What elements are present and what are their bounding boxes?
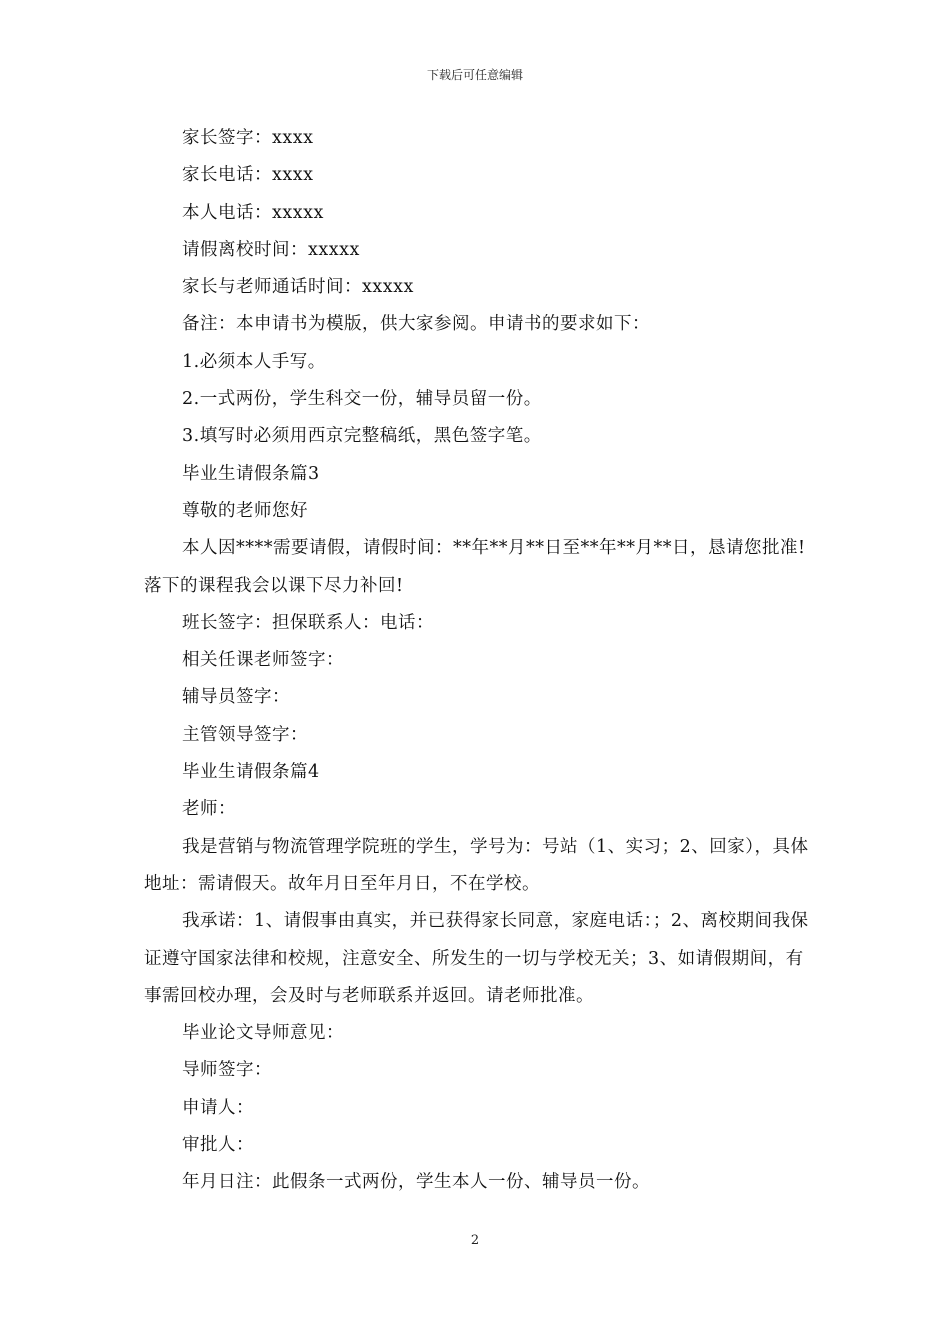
- paragraph-parent-signature: 家长签字：xxxx: [182, 128, 314, 148]
- paragraph-remarks: 备注：本申请书为模版，供大家参阅。申请书的要求如下：: [182, 314, 650, 335]
- paragraph-leave-time: 请假离校时间：xxxxx: [182, 239, 360, 260]
- paragraph-greeting: 尊敬的老师您好: [182, 500, 308, 521]
- paragraph-leader-signature: 主管领导签字：: [182, 724, 308, 745]
- paragraph-own-phone: 本人电话：xxxxx: [182, 202, 324, 223]
- paragraph-date-note: 年月日注：此假条一式两份，学生本人一份、辅导员一份。: [182, 1172, 650, 1193]
- paragraph-student-info: 我是营销与物流管理学院班的学生，学号为：号站（1、实习；2、回家），具体地址：需请假天。故年月日至年月日，不在学校。: [144, 836, 809, 894]
- paragraph-monitor-signature: 班长签字：担保联系人：电话：: [182, 612, 434, 633]
- paragraph-advisor-signature: 导师签字：: [182, 1060, 272, 1081]
- paragraph-leave-request: 本人因****需要请假，请假时间：**年**月**日至**年**月**日，恳请您批准!落下的课程我会以课下尽力补回!: [144, 538, 806, 596]
- paragraph-advisor-opinion: 毕业论文导师意见：: [182, 1023, 344, 1044]
- paragraph-promise: 我承诺：1、请假事由真实，并已获得家长同意，家庭电话：；2、离校期间我保证遵守国家法律和校规，注意安全、所发生的一切与学校无关；3、如请假期间，有事需回校办理，会及时与老师联系并返回。请老师批准。: [144, 911, 809, 1006]
- paragraph-parent-phone: 家长电话：xxxx: [182, 165, 314, 186]
- document-body: [144, 120, 812, 1202]
- section-heading-3: 毕业生请假条篇3: [182, 463, 320, 484]
- paragraph-approver: 审批人：: [182, 1135, 254, 1156]
- paragraph-counselor-signature: 辅导员签字：: [182, 687, 290, 708]
- paragraph-teacher-signature: 相关任课老师签字：: [182, 650, 344, 671]
- section-heading-4: 毕业生请假条篇4: [182, 762, 320, 783]
- paragraph-requirement-3: 3.填写时必须用西京完整稿纸，黑色签字笔。: [182, 426, 542, 447]
- paragraph-requirement-1: 1.必须本人手写。: [182, 351, 326, 372]
- paragraph-requirement-2: 2.一式两份，学生科交一份，辅导员留一份。: [182, 389, 542, 410]
- paragraph-salutation: 老师：: [182, 799, 236, 820]
- page-header: 下载后可任意编辑: [426, 68, 523, 82]
- page-number: 2: [470, 1233, 480, 1248]
- paragraph-applicant: 申请人：: [182, 1097, 254, 1118]
- paragraph-call-time: 家长与老师通话时间：xxxxx: [182, 277, 414, 298]
